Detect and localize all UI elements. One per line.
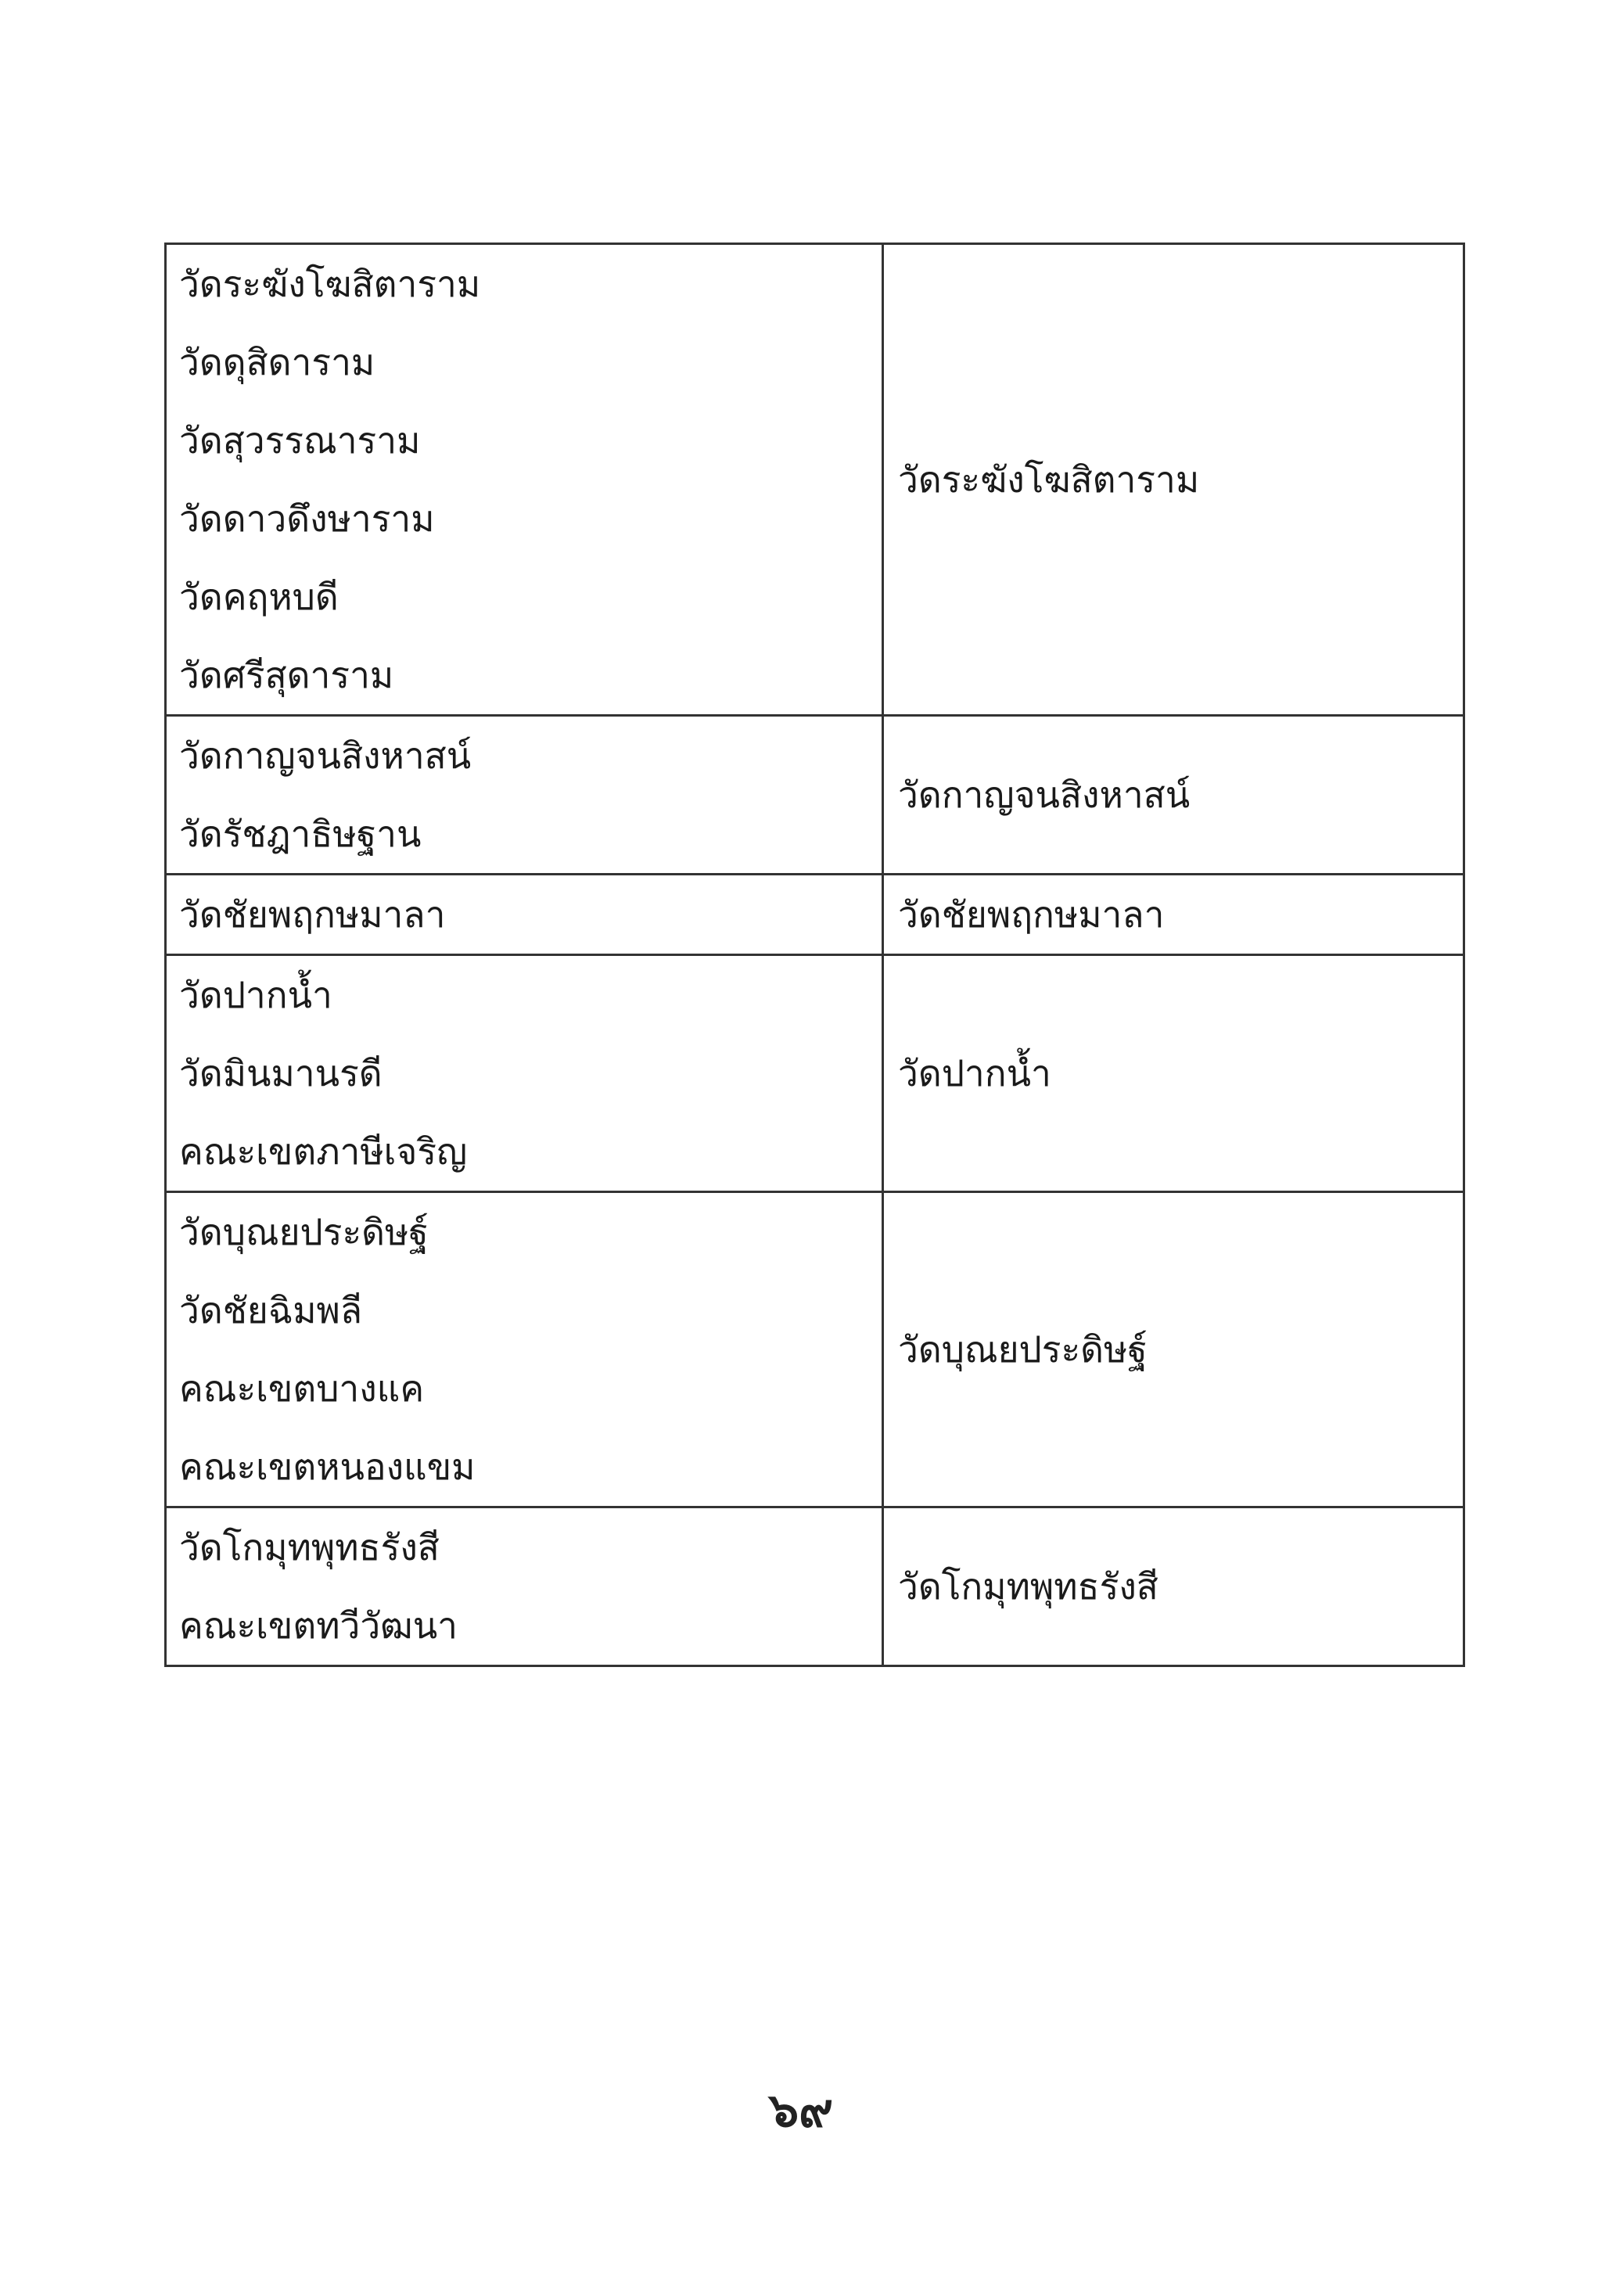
table-row	[166, 875, 1464, 955]
page-number: ๖๙	[768, 2083, 834, 2138]
member-temple: วัดดุสิดาราม	[179, 341, 375, 383]
center-temple-cell: วัดชัยพฤกษมาลา	[883, 875, 1464, 955]
member-temple: คณะเขตหนองแขม	[179, 1446, 476, 1488]
table-row	[166, 716, 1464, 875]
member-temple: วัดชัยพฤกษมาลา	[179, 893, 446, 936]
member-temple: วัดรัชฎาธิษฐาน	[179, 813, 422, 855]
member-temple: วัดคฤหบดี	[179, 576, 339, 618]
member-temples-cell	[166, 875, 883, 955]
center-temple-cell: วัดปากน้ำ	[883, 955, 1464, 1192]
center-temple-cell: วัดโกมุทพุทธรังสี	[883, 1507, 1464, 1666]
member-temples-cell	[166, 1192, 883, 1507]
member-temple: วัดบุณยประดิษฐ์	[179, 1211, 429, 1253]
member-temples-cell	[166, 716, 883, 875]
member-temple: วัดระฆังโฆสิตาราม	[179, 263, 481, 305]
member-temple: วัดมินมานรดี	[179, 1052, 383, 1094]
member-temple: วัดโกมุทพุทธรังสี	[179, 1526, 440, 1568]
member-temple: วัดศรีสุดาราม	[179, 654, 394, 696]
member-temples-cell	[166, 244, 883, 716]
member-temple: คณะเขตภาษีเจริญ	[179, 1130, 468, 1173]
member-temples-cell	[166, 1507, 883, 1666]
member-temple: วัดกาญจนสิงหาสน์	[179, 735, 472, 777]
center-temple-cell: วัดบุณยประดิษฐ์	[883, 1192, 1464, 1507]
center-temple-cell: วัดกาญจนสิงหาสน์	[883, 716, 1464, 875]
temple-group-table	[164, 243, 1465, 1667]
member-temple: วัดชัยฉิมพลี	[179, 1289, 363, 1331]
member-temple: วัดสุวรรณาราม	[179, 419, 421, 462]
member-temples-cell	[166, 955, 883, 1192]
member-temple: วัดปากน้ำ	[179, 974, 332, 1016]
table-row	[166, 244, 1464, 716]
table-row	[166, 1192, 1464, 1507]
center-temple-cell: วัดระฆังโฆสิตาราม	[883, 244, 1464, 716]
member-temple: คณะเขตทวีวัฒนา	[179, 1604, 458, 1647]
table-row	[166, 955, 1464, 1192]
table-row	[166, 1507, 1464, 1666]
member-temple: วัดดาวดึงษาราม	[179, 498, 435, 540]
member-temple: คณะเขตบางแค	[179, 1367, 425, 1410]
